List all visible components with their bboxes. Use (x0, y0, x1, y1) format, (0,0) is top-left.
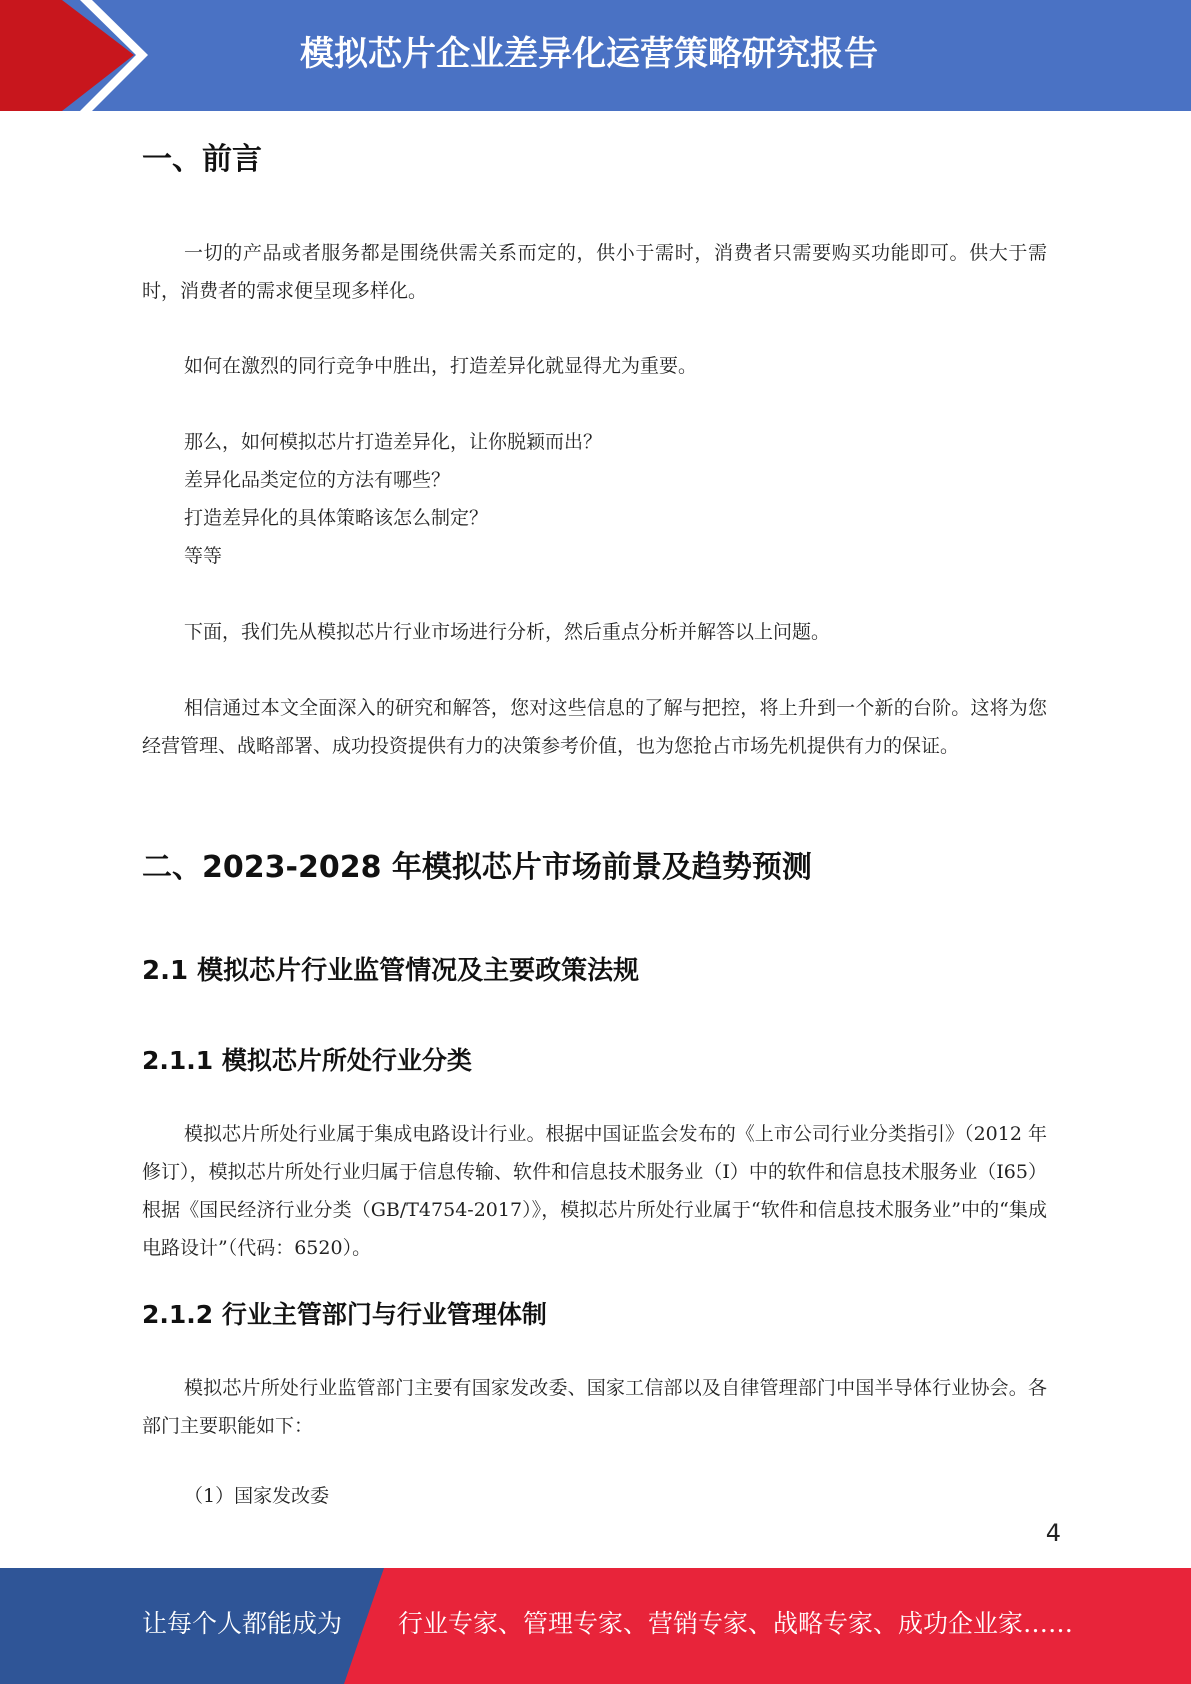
paragraph: 相信通过本文全面深入的研究和解答，您对这些信息的了解与把控，将上升到一个新的台阶。这将为您经营管理、战略部署、成功投资提供有力的决策参考价值，也为您抢占市场先机提供有力的保证。 (142, 697, 1047, 757)
section-1-heading: 一、前言 (142, 142, 262, 177)
footer-banner (0, 1568, 1191, 1684)
list-item: （1）国家发改委 (184, 1485, 330, 1507)
question-line: 那么，如何模拟芯片打造差异化，让你脱颖而出？ (184, 431, 603, 453)
question-line: 等等 (184, 545, 223, 567)
paragraph: 下面，我们先从模拟芯片行业市场进行分析，然后重点分析并解答以上问题。 (184, 621, 831, 643)
question-line: 打造差异化的具体策略该怎么制定？ (184, 507, 489, 529)
paragraph: 模拟芯片所处行业监管部门主要有国家发改委、国家工信部以及自律管理部门中国半导体行业协会。各部门主要职能如下： (142, 1377, 1047, 1437)
header-banner (0, 0, 1191, 111)
section-2-1-1-heading: 2.1.1 模拟芯片所处行业分类 (142, 1046, 472, 1075)
report-title: 模拟芯片企业差异化运营策略研究报告 (300, 34, 878, 74)
section-2-heading: 二、2023-2028 年模拟芯片市场前景及趋势预测 (142, 850, 812, 885)
section-2-1-heading: 2.1 模拟芯片行业监管情况及主要政策法规 (142, 956, 640, 986)
paragraph: 一切的产品或者服务都是围绕供需关系而定的，供小于需时，消费者只需要购买功能即可。供大于需时，消费者的需求便呈现多样化。 (142, 242, 1047, 302)
paragraph: 如何在激烈的同行竞争中胜出，打造差异化就显得尤为重要。 (184, 355, 698, 377)
section-2-1-2-heading: 2.1.2 行业主管部门与行业管理体制 (142, 1300, 547, 1329)
footer-slogan-right: 行业专家、管理专家、营销专家、战略专家、成功企业家…… (398, 1609, 1074, 1638)
paragraph: 模拟芯片所处行业属于集成电路设计行业。根据中国证监会发布的《上市公司行业分类指引》（2012 年修订），模拟芯片所处行业归属于信息传输、软件和信息技术服务业（I）中的软件和信息技术服务业（I65）根据《国民经济行业分类（GB/T4754-2017）》，模拟芯片所处行业属于“软件和信息技术服务业”中的“集成电路设计”（代码：6520）。 (142, 1123, 1047, 1259)
footer-slogan-left: 让每个人都能成为 (142, 1609, 343, 1638)
page-number: 4 (1045, 1519, 1061, 1547)
question-line: 差异化品类定位的方法有哪些？ (184, 469, 451, 491)
